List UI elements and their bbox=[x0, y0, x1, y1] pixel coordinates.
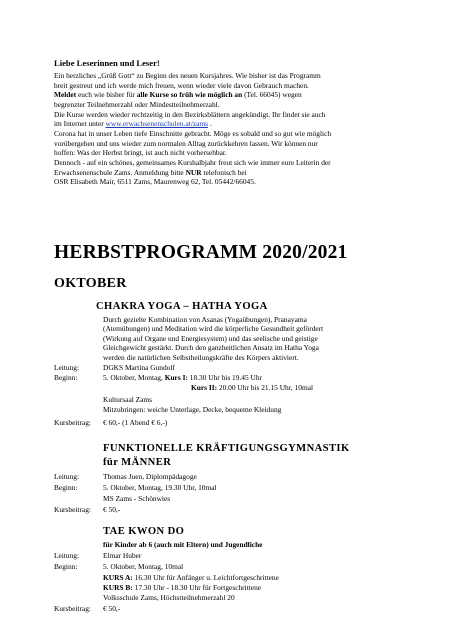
leitung-value: Elmar Huber bbox=[103, 551, 142, 560]
course-subtitle: für Kinder ab 6 (auch mit Eltern) und Jugendliche bbox=[103, 540, 263, 549]
description-line: werden die natürlichen Selbstheilungskräfte des Körpers aktiviert. bbox=[103, 352, 299, 362]
course-description bbox=[103, 315, 323, 362]
kursb-value bbox=[103, 583, 261, 592]
beginn-label: Beginn: bbox=[54, 373, 78, 382]
kurs2-time: 20.00 Uhr bis 21.15 Uhr, 10mal bbox=[217, 383, 314, 392]
intro-line: breit gestreut und ich werde mich freuen, wenn wieder viele davon Gebrauch machen. bbox=[54, 80, 309, 90]
beginn-label: Beginn: bbox=[54, 483, 78, 492]
beitrag-value: € 50,- bbox=[103, 604, 121, 613]
beginn-text: 5. Oktober, Montag, bbox=[103, 373, 165, 382]
kurs2-label: Kurs II: bbox=[191, 383, 218, 392]
intro-bold-text: NUR bbox=[185, 167, 202, 177]
kurs1-time: 18.30 Uhr bis 19.45 Uhr bbox=[187, 373, 263, 382]
description-line: Gleichgewicht gestärkt. Durch den ganzheitlichen Ansatz im Hatha Yoga bbox=[103, 343, 319, 353]
intro-line: OSR Elisabeth Mair, 6511 Zams, Maurenweg 62, Tel. 05442/66045. bbox=[54, 177, 256, 187]
leitung-value: Thomas Juen, Diplompädagoge bbox=[103, 472, 197, 481]
location: MS Zams - Schönwies bbox=[103, 494, 171, 503]
website-link[interactable]: www.erwachsenenschulen.at/zams bbox=[105, 119, 209, 129]
description-line: (Wirkung auf Organe und Energiesystem) und das seelische und geistige bbox=[103, 333, 318, 343]
leitung-value: DGKS Martina Gundolf bbox=[103, 363, 175, 372]
kursb-text: 17.30 Uhr - 18.30 Uhr für Fortgeschrittene bbox=[132, 583, 262, 592]
intro-bold-text: Meldet bbox=[54, 90, 77, 100]
beginn-value bbox=[103, 373, 262, 382]
leitung-label: Leitung: bbox=[54, 363, 80, 372]
intro-text: Erwachsenenschule Zams. Anmeldung bitte bbox=[54, 167, 186, 177]
intro-line: vorübergehen und uns wieder zum normalen Alltag zurückkehren lassen. Wir können nur bbox=[54, 138, 318, 148]
intro-text: euch wie bisher für bbox=[76, 90, 137, 100]
beitrag-value: € 60,- (1 Abend € 6,-) bbox=[103, 418, 168, 427]
program-title: HERBSTPROGRAMM 2020/2021 bbox=[54, 242, 348, 263]
intro-text: im Internet unter bbox=[54, 119, 106, 129]
beitrag-label: Kursbeitrag: bbox=[54, 604, 91, 613]
kursa-value bbox=[103, 573, 279, 582]
description-line: Durch gezielte Kombination von Asanas (Yogaübungen), Pranayama bbox=[103, 315, 307, 324]
intro-text: (Tel. 66045) wegen bbox=[242, 90, 302, 100]
beginn-value: 5. Oktober, Montag, 10mal bbox=[103, 562, 184, 571]
month-heading: OKTOBER bbox=[54, 276, 127, 291]
intro-paragraph bbox=[54, 71, 331, 187]
intro-text: telefonisch bei bbox=[201, 167, 247, 177]
intro-line bbox=[54, 119, 331, 129]
beginn-value: 5. Oktober, Montag, 19.30 Uhr, 10mal bbox=[103, 483, 217, 492]
intro-text: . bbox=[208, 119, 212, 129]
kursa-label: KURS A: bbox=[103, 573, 133, 582]
location: Volksschule Zams, Höchstteilnehmerzahl 20 bbox=[103, 593, 235, 602]
intro-line: Ein herzliches „Grüß Gott“ zu Beginn des neuen Kursjahres. Wie bisher ist das Programm bbox=[54, 71, 321, 80]
kursb-label: KURS B: bbox=[103, 583, 133, 592]
kurs1-label: Kurs I: bbox=[164, 373, 188, 382]
beginn-label: Beginn: bbox=[54, 562, 78, 571]
course-title: FUNKTIONELLE KRÄFTIGUNGSGYMNASTIK bbox=[103, 443, 350, 454]
leitung-label: Leitung: bbox=[54, 551, 80, 560]
intro-line bbox=[54, 168, 331, 178]
beitrag-label: Kursbeitrag: bbox=[54, 418, 91, 427]
course-title: CHAKRA YOGA – HATHA YOGA bbox=[96, 301, 268, 312]
intro-line bbox=[54, 90, 331, 100]
location: Kultursaal Zams bbox=[103, 395, 153, 404]
mitbringen-text: Mitzubringen: weiche Unterlage, Decke, bequeme Kleidung bbox=[103, 405, 282, 414]
intro-line: begrenzter Teilnehmerzahl oder Mindestteilnehmerzahl. bbox=[54, 99, 220, 109]
description-line: (Atemübungen) und Meditation wird die körperliche Gesundheit gefördert bbox=[103, 324, 324, 334]
beitrag-value: € 50,- bbox=[103, 505, 121, 514]
kurs2-value bbox=[191, 383, 313, 392]
intro-bold-text: alle Kurse so früh wie möglich an bbox=[136, 90, 243, 100]
kursa-text: 16.30 Uhr für Anfänger u. Leichtfortgeschrittene bbox=[132, 573, 279, 582]
course-title: TAE KWON DO bbox=[103, 526, 185, 537]
beitrag-label: Kursbeitrag: bbox=[54, 505, 91, 514]
greeting-heading: Liebe Leserinnen und Leser! bbox=[54, 58, 160, 68]
intro-line: Dennoch - auf ein schönes, gemeinsames Kurshalbjahr freut sich wie immer eure Leiterin der bbox=[54, 157, 331, 167]
intro-line: Corona hat in unser Leben tiefe Einschnitte gebracht. Möge es sobald und so gut wie möglich bbox=[54, 128, 332, 138]
intro-line: Die Kurse werden wieder rechtzeitig in den Bezirksblättern angekündigt. Ihr findet sie auch bbox=[54, 109, 326, 119]
course-title-line2: für MÄNNER bbox=[103, 457, 172, 468]
intro-line: hoffen: Was der Herbst bringt, ist auch nicht vorhersehbar. bbox=[54, 148, 227, 158]
leitung-label: Leitung: bbox=[54, 472, 80, 481]
